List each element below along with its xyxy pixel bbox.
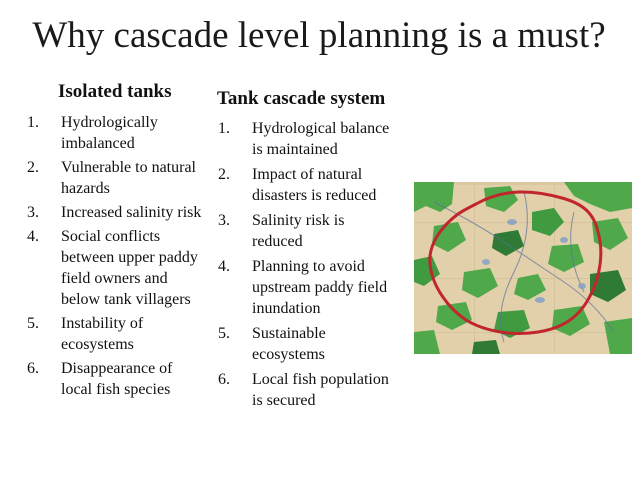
list-item	[218, 256, 398, 319]
item-text: Vulnerable to natural hazards	[61, 159, 196, 197]
tank-cascade-heading: Tank cascade system	[217, 88, 386, 109]
tank-cascade-list	[218, 118, 398, 415]
item-text: Planning to avoid upstream paddy field inundation	[252, 258, 388, 317]
item-number: 1.	[218, 120, 230, 137]
item-number: 4.	[218, 258, 230, 275]
item-number: 2.	[27, 159, 39, 176]
cascade-map-graphic	[414, 182, 632, 354]
item-number: 5.	[218, 325, 230, 342]
list-item	[27, 157, 205, 199]
list-item	[27, 358, 205, 400]
list-item	[218, 323, 398, 365]
item-number: 5.	[27, 315, 39, 332]
slide-title: Why cascade level planning is a must?	[32, 15, 606, 56]
item-text: Impact of natural disasters is reduced	[252, 166, 377, 204]
item-text: Local fish population is secured	[252, 371, 389, 409]
list-item	[218, 210, 398, 252]
isolated-tanks-heading: Isolated tanks	[58, 81, 172, 102]
item-text: Increased salinity risk	[61, 204, 202, 221]
list-item	[27, 202, 205, 223]
list-item	[218, 369, 398, 411]
item-text: Disappearance of local fish species	[61, 360, 173, 398]
item-number: 6.	[218, 371, 230, 388]
item-number: 3.	[218, 212, 230, 229]
list-item	[27, 226, 205, 310]
item-text: Hydrologically imbalanced	[61, 114, 158, 152]
item-number: 2.	[218, 166, 230, 183]
item-number: 1.	[27, 114, 39, 131]
isolated-tanks-list	[27, 112, 205, 403]
item-number: 3.	[27, 204, 39, 221]
item-text: Social conflicts between upper paddy field owners and below tank villagers	[61, 228, 198, 308]
item-text: Hydrological balance is maintained	[252, 120, 390, 158]
item-text: Sustainable ecosystems	[252, 325, 326, 363]
item-number: 6.	[27, 360, 39, 377]
list-item	[218, 164, 398, 206]
item-text: Instability of ecosystems	[61, 315, 144, 353]
list-item	[27, 112, 205, 154]
cascade-map-image	[414, 182, 632, 354]
list-item	[27, 313, 205, 355]
list-item	[218, 118, 398, 160]
item-number: 4.	[27, 228, 39, 245]
item-text: Salinity risk is reduced	[252, 212, 345, 250]
